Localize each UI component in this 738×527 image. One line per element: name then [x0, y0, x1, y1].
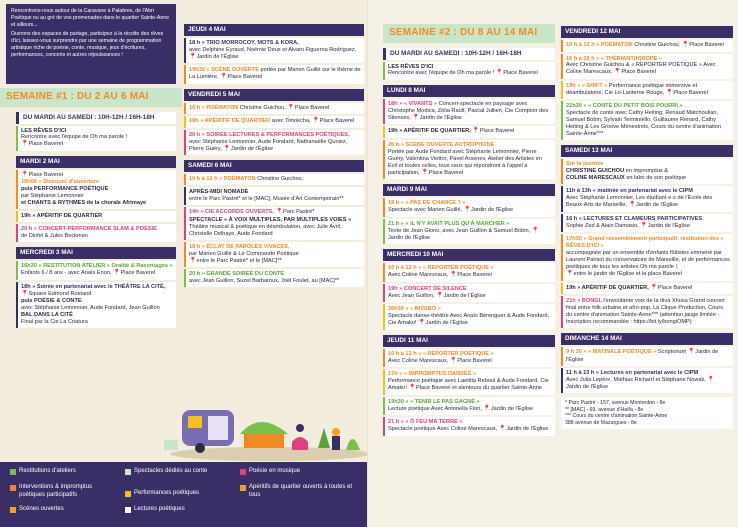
event [184, 187, 364, 205]
location-pin-icon: 📍 [566, 271, 574, 278]
event-place: Place Baverel [657, 284, 693, 291]
event-desc: Rencontre avec l'équipe de Oh ma parole ! [388, 70, 495, 77]
event-title: 11h à 13h » matinée en partenariat avec le CIPM [566, 188, 693, 195]
location-pin-icon: 📍 [640, 222, 648, 229]
event-desc: Lecture poétique Avec Antonella Fiori, [388, 405, 482, 412]
event-desc: entre le Parc Pastré* et le [MAC], Musée d'Art Contemporain** [189, 196, 344, 203]
legend-item: Scènes ouvertes [19, 506, 64, 512]
location-pin-icon: 📍 [408, 385, 417, 392]
event-desc: Final par la Cie La Criatura [21, 319, 88, 326]
day-header: DIMANCHE 14 MAI [561, 333, 733, 345]
day-header: DU MARDI AU SAMEDI : 10H-12H / 16H-18H [16, 112, 176, 124]
legend-swatch [125, 469, 131, 475]
event-title: 19h » APÉRITIF DE QUARTIER, [566, 284, 649, 291]
event [184, 207, 364, 239]
event-title: puis POÉSIE & CONTE [21, 298, 82, 305]
legend-swatch [125, 507, 131, 513]
event-place: Place Baverel [28, 171, 63, 178]
event [383, 140, 555, 179]
event [561, 347, 733, 365]
event-desc: Performance poétique immersive et déambulatoire, Cie Lo-Lanterne Rouge, [566, 82, 698, 96]
event-desc: Texte de Jean Giono, avec Jean Guillon & Samuel Bobin, [388, 227, 531, 234]
event-title: 16h30 » RESTITUTION ATELIER « Oralité & Racontages » [21, 263, 173, 270]
location-pin-icon: 📍 [421, 169, 429, 176]
event-place: Jardin de l'Église [647, 222, 690, 229]
event-title: 18 h » TRIO MORROCOY, MOTS & KORA, [189, 40, 299, 46]
legend [0, 462, 369, 527]
event-title: 20 h » SCÈNE OUVERTE AUTROPHONE [388, 141, 495, 148]
event-title: 9 h 30 » « MATINALE POÉTIQUE » [566, 349, 657, 356]
event-title: BAL DANS LA CITÉ [21, 312, 73, 319]
event-place: Jardin de l'Église [471, 207, 514, 214]
event-place: Place Baverel [120, 270, 156, 277]
location-pin-icon: 📍 [498, 426, 507, 433]
event-title: 17h » « IMPROMPTUS DANSÉS » [388, 371, 476, 378]
event-title: 21h30 » « CONTE DU PETIT BOIS POURRI » [566, 103, 683, 110]
event-title: 19h » « SHIFT » [566, 82, 608, 89]
event-place: Jardin de l'Église [388, 235, 431, 242]
event-desc: Avec Stéphanie Lemonnier, Les étudiant·e·s de l'École des Beaux-Arts de Marseille, [566, 195, 713, 209]
note-line: ** [MAC] - 69, avenue d'Haïfa - 8e [565, 406, 644, 413]
event-place: Place Baverel [479, 128, 515, 135]
event-title: 18 h » ÉCLAT DE PAROLES VIVACES, [189, 243, 290, 250]
event-title: 18h » « VIVANTS » [388, 100, 438, 107]
event [16, 282, 176, 328]
event [383, 219, 555, 244]
event [561, 81, 733, 99]
week2-column-2 [561, 26, 733, 524]
event-place: Place Baverel [28, 141, 63, 148]
event-place: Place Baverel [428, 169, 464, 176]
location-pin-icon: 📍 [418, 320, 426, 327]
event-desc: Théâtre musical & poétique en déambulation, avec Julie Avril, Christelle Delhaye, Aude Fondard [189, 223, 342, 237]
event [184, 65, 364, 83]
location-pin-icon: 📍 [483, 405, 491, 412]
event-title: 10 h à 12 h » POÉMATON [189, 176, 256, 183]
event [383, 126, 555, 138]
event-desc: l'envoûtante voix de la diva Xhosa Grand concert final entre folk-urbaine et afro-pop, La Clique Production, Cours du centre d'animation Sainte-Anne*** (attention jauge limitée - Inscription recommandée : https://bit.ly/bongiOMP) [566, 298, 725, 326]
location-pin-icon: 📍 [650, 284, 658, 291]
day-header: JEUDI 4 MAI [184, 24, 364, 36]
week1-title: SEMAINE #1 : DU 2 AU 6 MAI [0, 88, 182, 107]
location-pin-icon: 📍 [220, 74, 228, 81]
event-title: APRÈS-MIDI NOMADE [189, 189, 249, 196]
event [561, 283, 733, 295]
event-title: 19h30 » SCÈNE OUVERTE [189, 67, 259, 74]
event-place: Place Baverel [673, 89, 708, 96]
day-header: VENDREDI 5 MAI [184, 89, 364, 101]
event-title: 10 h à 12 h » « REPORTER POÉTIQUE » [388, 265, 494, 272]
location-pin-icon: 📍 [449, 272, 458, 279]
event-place: Jardin de l'Église [566, 349, 719, 363]
event-desc: Performance poétique avec Laetitia Reboul & Aude Fondard, Cie Amako! [388, 378, 549, 392]
event [383, 304, 555, 329]
event [184, 174, 364, 185]
event [561, 54, 733, 79]
event-place: Jardin de l'Église [635, 202, 679, 209]
event-place: entre le Parc Pastré* et le [MAC]** [196, 257, 282, 264]
event [561, 368, 733, 393]
intro-paragraph: Rencontrons-nous autour de la Caravane à Palabres, de l'Abri Poétique ou au gré de vos promenades dans le quartier Sainte-Anne et ailleurs... [11, 8, 170, 28]
event [383, 198, 555, 216]
event-title: SPECTACLE « À VOIX MULTIPLES, PAR MULTIPLES VOIES » [189, 216, 352, 223]
event-desc: Spectacle avec Marien Guillé, [388, 207, 462, 214]
event-desc: avec Jean Guillon, Suzel Barbaroux, Joël Foulet, au [MAC]** [189, 278, 340, 285]
day-header: DU MARDI AU SAMEDI : 10H-12H / 16H-18H [383, 48, 555, 60]
event [561, 186, 733, 211]
location-pin-icon: 📍 [472, 128, 480, 135]
event-place: Jardin de l'Église [490, 405, 533, 412]
event [383, 417, 555, 435]
legend-swatch [240, 485, 246, 491]
location-pin-icon: 📍 [21, 171, 29, 178]
event-desc: par Marien Guillé & Le Commando Poétique [189, 250, 299, 257]
event-title: LES RÊVES D'ICI [388, 63, 434, 70]
location-pin-icon: 📍 [495, 70, 504, 77]
event [383, 263, 555, 281]
location-pin-icon: 📍 [613, 69, 622, 76]
legend-item: Spectacles dédiés au conte [134, 468, 208, 474]
location-pin-icon: 📍 [687, 349, 696, 356]
location-pin-icon: 📍 [707, 376, 715, 383]
event [184, 130, 364, 155]
event-place: Place Baverel [319, 118, 355, 125]
location-pin-icon: 📍 [275, 209, 284, 216]
note-line: *** Cours du centre d'animation Sainte-Anne [565, 413, 668, 420]
event [16, 126, 176, 151]
event-title: 14h » CIE ACCORDS OUVERTS, [189, 209, 274, 216]
event-desc: Concert-spectacle en paysage avec Christophe Modica, Zélia Rault, Pascal Jullien, Cie Comptoir des Silences, [388, 100, 549, 121]
event [383, 99, 555, 124]
event-title: 19h » CONCERT DE SILENCE [388, 285, 467, 292]
event-desc: Spectacle poétique Avec Coline Marescaux, [388, 426, 498, 433]
event-title: 16 h à 18 h » « THÉRIANT(H)ROPE » [566, 55, 663, 62]
location-pin-icon: 📍 [681, 42, 690, 48]
event-title: 19h » APÉRITIF DE QUARTIER, [388, 128, 471, 135]
event [561, 159, 733, 184]
event-place: Place Baverel [457, 272, 492, 279]
event-title: COLINE MARESCAUX [566, 175, 625, 182]
week2-column [383, 24, 555, 524]
event-place: Jardin de l'Église [419, 114, 462, 121]
day-header: MARDI 9 MAI [383, 184, 555, 196]
legend-item: Apéritifs de quartier ouverts à toutes et tous [249, 484, 353, 498]
event-desc: avec Stéphanie Lemonnier, Aude Fondard, Jean Guillon [21, 305, 160, 312]
event-desc: de Diofel & Jules Beckman [21, 233, 88, 240]
event-desc: par Stéphanie Lemonnier [21, 193, 84, 200]
event-desc: Portée par Aude Fondard avec Stéphanie Lemonnier, Pierre Guéry, Valentina Viettro, Pavel Arsenev, Atelier des Artistes en Exil et toutes celles, tous ceux qui répondront à l'appel à participation, [388, 148, 542, 176]
event-desc: en labo de son poétique [626, 175, 687, 182]
location-pin-icon: 📍 [21, 290, 29, 297]
legend-item: Poésie en musique [249, 468, 301, 474]
location-pin-icon: 📍 [287, 104, 295, 111]
day-header: MERCREDI 3 MAI [16, 247, 176, 259]
event-place: Jardin de l'Église [566, 384, 609, 391]
event-place: Jardin de l'Église [425, 320, 468, 327]
event-place: Jardin de l'Église [230, 145, 274, 152]
event [16, 224, 176, 242]
legend-swatch [125, 491, 131, 497]
location-pin-icon: 📍 [628, 202, 636, 209]
event [561, 101, 733, 140]
event-place: entre le jardin de l'Église et la place Baverel [573, 271, 682, 278]
event-title: 21 h » « Ô FEU MA TERRE » [388, 419, 463, 426]
location-pin-icon: 📍 [312, 118, 320, 125]
legend-item: Interventions & impromptus poétiques participatifs [19, 484, 93, 498]
event-desc: portée par Marien Guillé sur le thème de La Lumière, [189, 67, 361, 81]
right-page [369, 0, 738, 527]
event-place: Place Baverel [227, 74, 263, 81]
day-header: SAMEDI 13 MAI [561, 145, 733, 157]
day-header: MARDI 2 MAI [16, 156, 176, 168]
note-line: 388 avenue de Mazargues - 8e [565, 419, 637, 426]
legend-swatch [10, 507, 16, 513]
event [561, 214, 733, 232]
event-desc: Christine Guichou, [634, 42, 681, 48]
legend-swatch [10, 469, 16, 475]
intro-paragraph: Ouvrons des espaces de partage, participez à la récolte des rêves d'ici, laissez-vous surprendre par une semaine de programmation artistique riche de poésie, conte, musique, jeux d'écritures, performances, concerts et autres réjouissances ! [11, 31, 164, 58]
location-pin-icon: 📍 [21, 141, 29, 148]
event-place: Parc Pastré* [283, 209, 315, 216]
event-title: 19h30 » « TENIR LE PAS GAGNÉ » [388, 398, 480, 405]
event [184, 103, 364, 115]
event-title: 20 h » CONCERT-PERFORMANCE SLAM & POÉSIE [21, 226, 157, 233]
event [16, 170, 176, 209]
event-place: Square Edmond Rostand [28, 290, 92, 297]
intro-box [6, 4, 176, 84]
event-desc: en impromptus & [625, 168, 668, 175]
event-desc: Spectacle de conte avec Cathy Heiting, Renaud Matchoulian, Samuel Bobin, Sylvain Terminiello, Guillaume Renard, Cathy Heiting & Les Groove Ménestrels, Cours du centre d'animation Sainte-Anne*** [566, 110, 721, 138]
event [383, 62, 555, 80]
event-title: 19h » APÉRITIF DE QUARTIER [21, 213, 103, 220]
event-desc: Avec Coline Marescaux, [388, 272, 449, 279]
legend-item: Performances poétiques [134, 490, 200, 496]
legend-swatch [10, 485, 16, 491]
event-place: Place Baverel [689, 42, 724, 48]
location-pin-icon: 📍 [463, 207, 472, 214]
event-title: 10 h à 12 h » POÉMATON [566, 42, 633, 48]
legend-swatch [240, 469, 246, 475]
event-desc: Enfants 6 / 8 ans - avec Anaïs Enon, [21, 270, 112, 277]
day-header: JEUDI 11 MAI [383, 335, 555, 347]
event-desc: Scriptorium [657, 349, 687, 356]
location-pin-icon: 📍 [189, 53, 197, 60]
event-title: 16 h » LECTURES ET CLAMEURS PARTICIPATIVES [566, 215, 703, 222]
event-title: CHRISTINE GUICHOU [566, 168, 625, 175]
event [16, 211, 176, 222]
week1-column-2 [184, 24, 364, 390]
event-title: 21h » BONGI, [566, 298, 602, 305]
event-title: 17h30 » Grand rassemblement participatif, restitution des « RÊVES D'ICI » [566, 236, 724, 250]
event-place: Jardin de l'Église [196, 53, 239, 60]
event-desc: Rencontre avec l'équipe de Oh ma parole ! [21, 134, 128, 141]
legend-item: Lectures poétiques [134, 506, 185, 512]
event-title: 18h » APÉRITIF DE QUARTIER [189, 118, 271, 125]
event-place: Place Baverel [621, 69, 656, 76]
location-pin-icon: 📍 [665, 89, 674, 96]
event-place: Place Baverel [294, 104, 330, 111]
event-subtitle: Sur la journée [566, 161, 604, 168]
location-pin-icon: 📍 [436, 292, 444, 299]
event-title: 10 h à 12 h » « REPORTER POÉTIQUE » [388, 350, 494, 357]
event-title: 20h30 » « RIVEBO » [388, 306, 441, 313]
location-pin-icon: 📍 [113, 270, 121, 277]
event-desc: avec Delphine Eyraud, Noémie Deux et Alvaro Figueroa Rodriguez, [189, 46, 357, 53]
event-desc: Spectacle danse-théâtre Avec Anaïs Bérenguer & Aude Fondard, Cie Amako! [388, 313, 549, 327]
event [383, 369, 555, 394]
day-header: LUNDI 8 MAI [383, 85, 555, 97]
location-pin-icon: 📍 [412, 114, 420, 121]
event-title: 21 h » « IL N'Y AVAIT PLUS QU'À MARCHER » [388, 220, 510, 227]
event-title: 18h » Soirée en partenariat avec le THÉÂTRE LA CITÉ, [21, 283, 166, 290]
event [383, 284, 555, 302]
event-title: 19 h » « PAS DE CHANCE ? » [388, 200, 466, 207]
event-desc: avec Stéphanie Lemonnier, Aude Fondard, Nathanaëlle Quoiez, Pierre Guéry, [189, 138, 348, 152]
event-place: Jardin de l'Église [506, 426, 549, 433]
address-notes [561, 397, 733, 429]
event [184, 242, 364, 267]
day-header: MERCREDI 10 MAI [383, 249, 555, 261]
event-place: Place Baverel [503, 70, 538, 77]
event-place: Place Baverel [457, 357, 492, 364]
caravan-illustration [160, 388, 370, 462]
event-desc: accompagnée par un ensemble d'enfants flûtistes emmené par Laurent Parisot du conservatoire de Marseille, et de performances poétiques de tous les artistes Oh ma parole !, [566, 250, 730, 271]
event [383, 397, 555, 415]
event-desc: Avec Coline Marescaux, [388, 357, 449, 364]
location-pin-icon: 📍 [189, 257, 197, 264]
event-title: 16 h » POÉMATON [189, 104, 239, 111]
event [184, 116, 364, 128]
day-header: VENDREDI 12 MAI [561, 26, 733, 38]
week2-title: SEMAINE #2 : DU 8 AU 14 MAI [383, 24, 555, 43]
event-desc: Sophie Zed & Alain Damasio, [566, 222, 639, 229]
event [561, 234, 733, 280]
event [184, 269, 364, 287]
event-title: et CHANTS & RYTHMES de la chorale Afrimaye [21, 200, 147, 207]
event [16, 261, 176, 279]
location-pin-icon: 📍 [449, 357, 458, 364]
event-title: 20 h » SOIRÉE LECTURES & PERFORMANCES POÉTIQUES, [189, 131, 350, 138]
event-desc: avec Timokcha, [271, 118, 311, 125]
week1-column [0, 88, 182, 462]
location-pin-icon: 📍 [531, 227, 540, 234]
event-title: 11 h à 13 h » Lectures en partenariat avec le CIPM [566, 369, 699, 376]
event-title: puis PERFORMANCE POÉTIQUE [21, 186, 109, 193]
event-desc: Christine Guichou, [239, 104, 286, 111]
event [184, 38, 364, 63]
event-place: Place Baverel et alentours du quartier Sainte-Anne [416, 385, 542, 392]
event [561, 296, 733, 328]
event-title: 20 h » GRANDE SOIRÉE DU CONTE [189, 271, 285, 278]
event-title: LES RÊVES D'ICI [21, 127, 67, 134]
event-place: Jardin de l'Église [443, 292, 486, 299]
location-pin-icon: 📍 [223, 145, 231, 152]
legend-item: Restitutions d'ateliers [19, 468, 76, 474]
event-desc: Avec Jean Guillon, [388, 292, 435, 299]
day-header: SAMEDI 6 MAI [184, 160, 364, 172]
event [561, 40, 733, 52]
event-desc: Avec Julia Lepère, Mathias Richard et Stéphane Nowak, [566, 376, 706, 383]
note-line: * Parc Pastré - 157, avenue Montredon - 8e [565, 400, 666, 407]
event-desc: Avec Christine Guichou & « REPORTER POÉTIQUE » Avec Coline Marescaux, [566, 62, 716, 76]
event-title: 18h00 » Discours d'ouverture [21, 179, 100, 186]
event [383, 349, 555, 367]
event-desc: Christine Guichou, [257, 176, 304, 183]
